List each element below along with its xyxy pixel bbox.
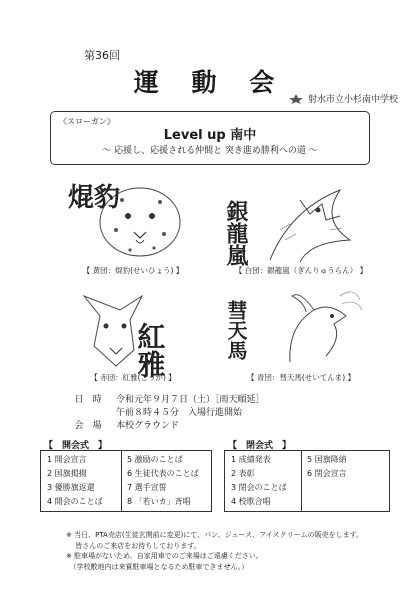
red-team-art-text: 紅雅: [133, 322, 167, 378]
note-line: ※ 当日、PTA売店(生徒玄関前に変更)にて、パン、ジュース、アイスクリームの販売をします。: [66, 531, 364, 539]
team-white-label: 【 白団：銀龍嵐（ぎんりゅうらん） 】: [234, 266, 368, 275]
opening-program-box: [40, 450, 212, 512]
closing-item: 3 閉会のことば: [231, 483, 287, 492]
venue-key: 会 場: [74, 421, 102, 431]
closing-heading: 【 閉会式 】: [228, 441, 292, 451]
opening-item: 3 優勝旗返還: [47, 483, 95, 492]
slogan-label: 《スローガン》: [59, 117, 115, 126]
opening-item: 5 激励のことば: [127, 455, 183, 464]
note-line: 皆さんのご来店をお待ちしております。: [66, 541, 201, 550]
closing-item: 5 国旗降納: [307, 455, 347, 464]
slogan-main: Level up 南中: [163, 128, 257, 143]
opening-item: 7 選手宣誓: [127, 483, 167, 492]
slogan-box: [50, 111, 370, 165]
white-team-art-text: 銀龍嵐: [223, 200, 249, 266]
note-line: （学校敷地内は来賓駐車場となるため駐車できません。）: [66, 562, 249, 571]
closing-item: 2 表彰: [231, 469, 255, 478]
team-blue-illustration: [224, 276, 366, 372]
dragon-illustration-icon: [223, 170, 366, 266]
edition-number: 第36回: [84, 49, 120, 62]
team-red-label: 【 赤団：紅雅(こうが) 】: [90, 373, 176, 382]
opening-item: 8 「若いカ」斉唱: [127, 497, 191, 506]
opening-item: 1 開会宣言: [47, 455, 87, 464]
opening-item: 6 生徒代表のことば: [127, 469, 199, 478]
date-key: 日 時: [74, 395, 102, 405]
opening-heading: 【 開会式 】: [44, 441, 108, 451]
opening-item: 4 開会のことば: [47, 497, 103, 506]
team-yellow-label: 【 黄団：焜豹(せいひょう) 】: [82, 266, 184, 275]
school-name-block: [287, 92, 398, 105]
venue-value: 本校グラウンド: [116, 421, 180, 431]
team-blue-label: 【 青団：彗天馬(せいてんま) 】: [246, 373, 356, 382]
note-line: ※ 駐車場がないため、自家用車でのご来場はご遠慮ください。: [66, 552, 263, 560]
event-info: [62, 392, 362, 432]
slogan-sub: ～ 応援し、応援される仲間と 突き進め勝利への道 ～: [102, 146, 318, 156]
pegasus-illustration-icon: [224, 276, 366, 372]
notes-block: [66, 530, 396, 572]
yellow-team-art-char1: 焜豹: [68, 183, 121, 213]
opening-item: 2 国旗掲揚: [47, 469, 87, 478]
closing-item: 6 閉会宣言: [307, 469, 347, 478]
blue-team-art-text: 彗天馬: [224, 300, 248, 360]
time-value: 午前８時４５分 入場行進開始: [116, 408, 243, 418]
school-name: 射水市立小杉南中学校: [307, 95, 398, 105]
closing-program-box: [224, 450, 390, 512]
closing-item: 1 成績発表: [231, 455, 271, 464]
team-yellow-illustration: [64, 170, 200, 266]
closing-item: 4 校歌合唱: [231, 497, 271, 506]
leopard-illustration-icon: [64, 170, 200, 266]
event-title: 運 動 会: [133, 68, 287, 97]
school-emblem-icon: [287, 93, 305, 105]
team-white-illustration: [223, 170, 366, 266]
date-value: 令和元年９月７日（土）［雨天順延］: [116, 395, 265, 405]
